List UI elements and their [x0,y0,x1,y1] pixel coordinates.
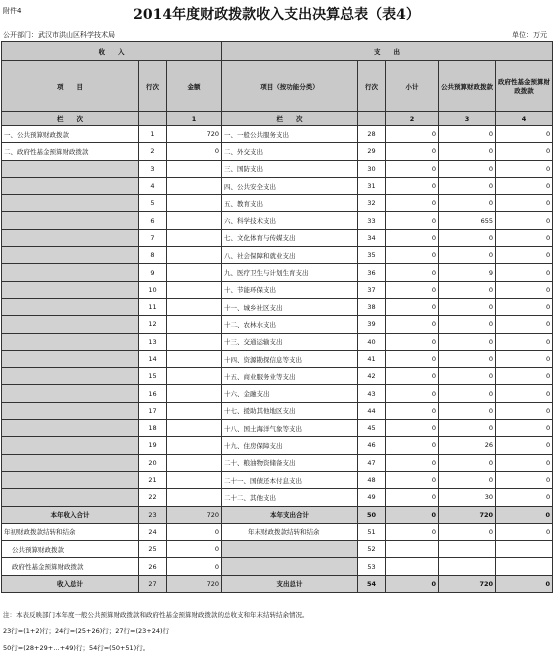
income-amount [167,195,222,212]
fund-budget-value: 0 [496,368,553,385]
income-amount: 720 [167,506,222,523]
expense-line-header: 行次 [358,61,386,112]
public-budget-value: 0 [439,177,496,194]
income-amount [167,471,222,488]
income-item [2,316,139,333]
income-line-header: 行次 [139,61,167,112]
table-row [2,177,553,194]
income-line-no: 7 [139,229,167,246]
fund-budget-value: 0 [496,195,553,212]
col-label: 栏 次 [222,112,358,126]
public-budget-value: 0 [439,298,496,315]
income-amount [167,212,222,229]
income-amount [167,385,222,402]
expense-line-no: 35 [358,247,386,264]
formula-line-1: 23行=(1+2)行；24行=(25+26)行；27行=(23+24)行 [3,627,170,635]
expense-item: 二十一、国债还本付息支出 [222,471,358,488]
income-line-no: 20 [139,454,167,471]
public-budget-value: 0 [439,402,496,419]
public-budget-value: 0 [439,333,496,350]
expense-item: 七、文化体育与传媒支出 [222,229,358,246]
expense-item: 九、医疗卫生与计划生育支出 [222,264,358,281]
income-amount: 720 [167,575,222,592]
income-item: 一、公共预算财政拨款 [2,126,139,143]
expense-line-no: 47 [358,454,386,471]
expense-item: 二十二、其他支出 [222,489,358,506]
table-row [2,523,553,540]
fund-budget-value: 0 [496,212,553,229]
income-item [2,247,139,264]
public-budget-value: 0 [439,350,496,367]
fund-budget-value: 0 [496,229,553,246]
subtotal-value: 0 [386,264,439,281]
fund-budget-header: 政府性基金预算财政拨款 [496,61,553,112]
fund-budget-value: 0 [496,333,553,350]
fund-budget-value: 0 [496,177,553,194]
income-item: 收入总计 [2,575,139,592]
income-line-no: 17 [139,402,167,419]
subtotal-value: 0 [386,298,439,315]
subtotal-value: 0 [386,281,439,298]
income-line-no: 9 [139,264,167,281]
income-item [2,281,139,298]
expense-line-no: 43 [358,385,386,402]
public-budget-value [439,558,496,575]
subtotal-value: 0 [386,229,439,246]
income-item [2,264,139,281]
expense-item: 支出总计 [222,575,358,592]
fund-budget-value [496,541,553,558]
income-line-no: 25 [139,541,167,558]
expense-line-no: 31 [358,177,386,194]
formula-line-2: 50行=(28+29+…+49)行；54行=(50+51)行。 [3,644,150,652]
expense-line-no: 38 [358,298,386,315]
table-row [2,264,553,281]
public-budget-value: 0 [439,368,496,385]
table-row [2,229,553,246]
income-item [2,298,139,315]
income-amount [167,454,222,471]
subtotal-value: 0 [386,506,439,523]
expense-line-no: 46 [358,437,386,454]
income-amount [167,177,222,194]
public-budget-value: 26 [439,437,496,454]
expense-line-no: 37 [358,281,386,298]
footnote: 注：本表反映部门本年度一般公共预算财政拨款和政府性基金预算财政拨款的总收支和年末结转结余情况。 [3,611,309,619]
public-budget-value: 720 [439,575,496,592]
income-line-no: 16 [139,385,167,402]
public-budget-value: 0 [439,229,496,246]
fund-budget-value: 0 [496,420,553,437]
fund-budget-value: 0 [496,523,553,540]
table-row [2,333,553,350]
income-amount [167,350,222,367]
income-amount: 0 [167,541,222,558]
fund-budget-value: 0 [496,454,553,471]
expense-line-no: 40 [358,333,386,350]
income-line-no: 23 [139,506,167,523]
subtotal-value: 0 [386,195,439,212]
table-row [2,160,553,177]
income-item [2,489,139,506]
table-row [2,281,553,298]
table-row [2,350,553,367]
budget-table [1,41,553,593]
income-amount: 0 [167,143,222,160]
income-line-no: 12 [139,316,167,333]
subtotal-value: 0 [386,143,439,160]
fund-budget-value: 0 [496,298,553,315]
expense-line-no: 36 [358,264,386,281]
income-amount [167,368,222,385]
table-row [2,506,553,523]
income-line-no: 11 [139,298,167,315]
col-label-blank [139,112,167,126]
fund-budget-value: 0 [496,471,553,488]
expense-line-no: 34 [358,229,386,246]
income-line-no: 22 [139,489,167,506]
expense-item: 一、一般公共服务支出 [222,126,358,143]
income-amount [167,333,222,350]
expense-item: 四、公共安全支出 [222,177,358,194]
income-line-no: 1 [139,126,167,143]
expense-line-no: 44 [358,402,386,419]
income-line-no: 4 [139,177,167,194]
col-4: 4 [496,112,553,126]
expense-item: 十二、农林水支出 [222,316,358,333]
table-row [2,126,553,143]
expense-line-no: 30 [358,160,386,177]
income-amount-header: 金额 [167,61,222,112]
table-row [2,558,553,575]
public-budget-value: 0 [439,160,496,177]
fund-budget-value: 0 [496,437,553,454]
public-budget-value: 655 [439,212,496,229]
income-line-no: 27 [139,575,167,592]
table-row [2,402,553,419]
income-item: 年初财政拨款结转和结余 [2,523,139,540]
table-row [2,385,553,402]
public-budget-value: 0 [439,195,496,212]
fund-budget-value: 0 [496,385,553,402]
income-amount: 0 [167,523,222,540]
expense-item: 年末财政拨款结转和结余 [222,523,358,540]
table-row [2,316,553,333]
table-row [2,212,553,229]
expense-item: 本年支出合计 [222,506,358,523]
table-row [2,143,553,160]
fund-budget-value: 0 [496,489,553,506]
income-item-header: 项 目 [2,61,139,112]
income-line-no: 2 [139,143,167,160]
subtotal-value: 0 [386,385,439,402]
income-item [2,454,139,471]
expense-item: 十八、国土海洋气象等支出 [222,420,358,437]
subtotal-value: 0 [386,316,439,333]
expense-item: 三、国防支出 [222,160,358,177]
income-amount [167,437,222,454]
subtotal-value: 0 [386,247,439,264]
income-item [2,350,139,367]
col-3: 3 [439,112,496,126]
public-budget-value: 9 [439,264,496,281]
income-amount: 0 [167,558,222,575]
table-row [2,437,553,454]
fund-budget-value: 0 [496,316,553,333]
expense-line-no: 50 [358,506,386,523]
expense-item: 十九、住房保障支出 [222,437,358,454]
public-budget-value: 30 [439,489,496,506]
expense-item: 十五、商业服务业等支出 [222,368,358,385]
subtotal-value: 0 [386,575,439,592]
table-row [2,489,553,506]
subtotal-value: 0 [386,471,439,488]
col-label: 栏 次 [2,112,139,126]
subtotal-value [386,541,439,558]
income-item [2,229,139,246]
fund-budget-value: 0 [496,350,553,367]
income-item [2,368,139,385]
income-item [2,195,139,212]
expense-line-no: 28 [358,126,386,143]
fund-budget-value: 0 [496,126,553,143]
subtotal-value: 0 [386,126,439,143]
expense-line-no: 39 [358,316,386,333]
expense-line-no: 51 [358,523,386,540]
income-line-no: 6 [139,212,167,229]
fund-budget-value: 0 [496,402,553,419]
table-row [2,195,553,212]
expense-line-no: 53 [358,558,386,575]
table-row [2,247,553,264]
income-line-no: 26 [139,558,167,575]
subtotal-value [386,558,439,575]
income-section-header: 收 入 [2,42,222,61]
income-item [2,471,139,488]
subtotal-value: 0 [386,420,439,437]
public-budget-value: 0 [439,143,496,160]
attachment-label: 附件4 [3,7,22,15]
fund-budget-value: 0 [496,575,553,592]
expense-item-header: 项目（按功能分类） [222,61,358,112]
expense-item: 十一、城乡社区支出 [222,298,358,315]
income-amount [167,160,222,177]
expense-line-no: 49 [358,489,386,506]
expense-item: 二、外交支出 [222,143,358,160]
income-amount: 720 [167,126,222,143]
public-budget-value: 0 [439,454,496,471]
public-budget-value: 0 [439,385,496,402]
income-amount [167,402,222,419]
table-row [2,420,553,437]
income-item [2,385,139,402]
income-item: 公共预算财政拨款 [2,541,139,558]
income-amount [167,264,222,281]
table-row [2,368,553,385]
income-amount [167,281,222,298]
expense-line-no: 48 [358,471,386,488]
public-budget-value: 0 [439,316,496,333]
subtotal-value: 0 [386,454,439,471]
public-budget-value: 720 [439,506,496,523]
expense-item: 六、科学技术支出 [222,212,358,229]
fund-budget-value: 0 [496,160,553,177]
income-amount [167,420,222,437]
public-budget-value: 0 [439,247,496,264]
income-line-no: 24 [139,523,167,540]
income-line-no: 3 [139,160,167,177]
expense-section-header: 支 出 [222,42,553,61]
subtotal-value: 0 [386,523,439,540]
income-amount [167,489,222,506]
fund-budget-value: 0 [496,143,553,160]
unit-label: 单位：万元 [512,31,547,39]
expense-item: 八、社会保障和就业支出 [222,247,358,264]
income-line-no: 8 [139,247,167,264]
income-item [2,402,139,419]
public-budget-value: 0 [439,126,496,143]
page-title: 2014年度财政拨款收入支出决算总表（表4） [133,7,420,23]
income-line-no: 15 [139,368,167,385]
expense-line-no: 33 [358,212,386,229]
expense-item: 五、教育支出 [222,195,358,212]
expense-item [222,541,358,558]
fund-budget-value: 0 [496,264,553,281]
income-line-no: 19 [139,437,167,454]
public-budget-value: 0 [439,281,496,298]
subtotal-value: 0 [386,350,439,367]
income-item: 二、政府性基金预算财政拨款 [2,143,139,160]
fund-budget-value: 0 [496,247,553,264]
expense-line-no: 29 [358,143,386,160]
expense-item: 十七、援助其他地区支出 [222,402,358,419]
department-label: 公开部门：武汉市洪山区科学技术局 [3,31,115,39]
expense-line-no: 52 [358,541,386,558]
subtotal-value: 0 [386,160,439,177]
income-line-no: 10 [139,281,167,298]
fund-budget-value [496,558,553,575]
subtotal-value: 0 [386,402,439,419]
expense-item [222,558,358,575]
public-budget-value: 0 [439,471,496,488]
expense-item: 十四、资源勘探信息等支出 [222,350,358,367]
income-amount [167,247,222,264]
table-row [2,298,553,315]
income-line-no: 21 [139,471,167,488]
income-amount [167,298,222,315]
income-item [2,212,139,229]
expense-line-no: 41 [358,350,386,367]
expense-line-no: 54 [358,575,386,592]
table-row [2,454,553,471]
subtotal-value: 0 [386,212,439,229]
expense-item: 十六、金融支出 [222,385,358,402]
expense-line-no: 32 [358,195,386,212]
fund-budget-value: 0 [496,281,553,298]
income-line-no: 5 [139,195,167,212]
public-budget-header: 公共预算财政拨款 [439,61,496,112]
table-row [2,575,553,592]
expense-item: 十、节能环保支出 [222,281,358,298]
expense-item: 二十、粮油物资储备支出 [222,454,358,471]
col-2: 2 [386,112,439,126]
income-item: 政府性基金预算财政拨款 [2,558,139,575]
income-line-no: 13 [139,333,167,350]
col-label-blank [358,112,386,126]
income-line-no: 18 [139,420,167,437]
income-amount [167,316,222,333]
subtotal-header: 小计 [386,61,439,112]
income-item [2,420,139,437]
public-budget-value: 0 [439,420,496,437]
subtotal-value: 0 [386,177,439,194]
expense-line-no: 42 [358,368,386,385]
col-1: 1 [167,112,222,126]
income-item: 本年收入合计 [2,506,139,523]
income-item [2,333,139,350]
expense-item: 十三、交通运输支出 [222,333,358,350]
income-item [2,177,139,194]
income-item [2,437,139,454]
table-row [2,541,553,558]
expense-line-no: 45 [358,420,386,437]
subtotal-value: 0 [386,368,439,385]
income-line-no: 14 [139,350,167,367]
table-row [2,471,553,488]
subtotal-value: 0 [386,333,439,350]
subtotal-value: 0 [386,437,439,454]
income-amount [167,229,222,246]
income-item [2,160,139,177]
public-budget-value [439,541,496,558]
fund-budget-value: 0 [496,506,553,523]
subtotal-value: 0 [386,489,439,506]
public-budget-value: 0 [439,523,496,540]
